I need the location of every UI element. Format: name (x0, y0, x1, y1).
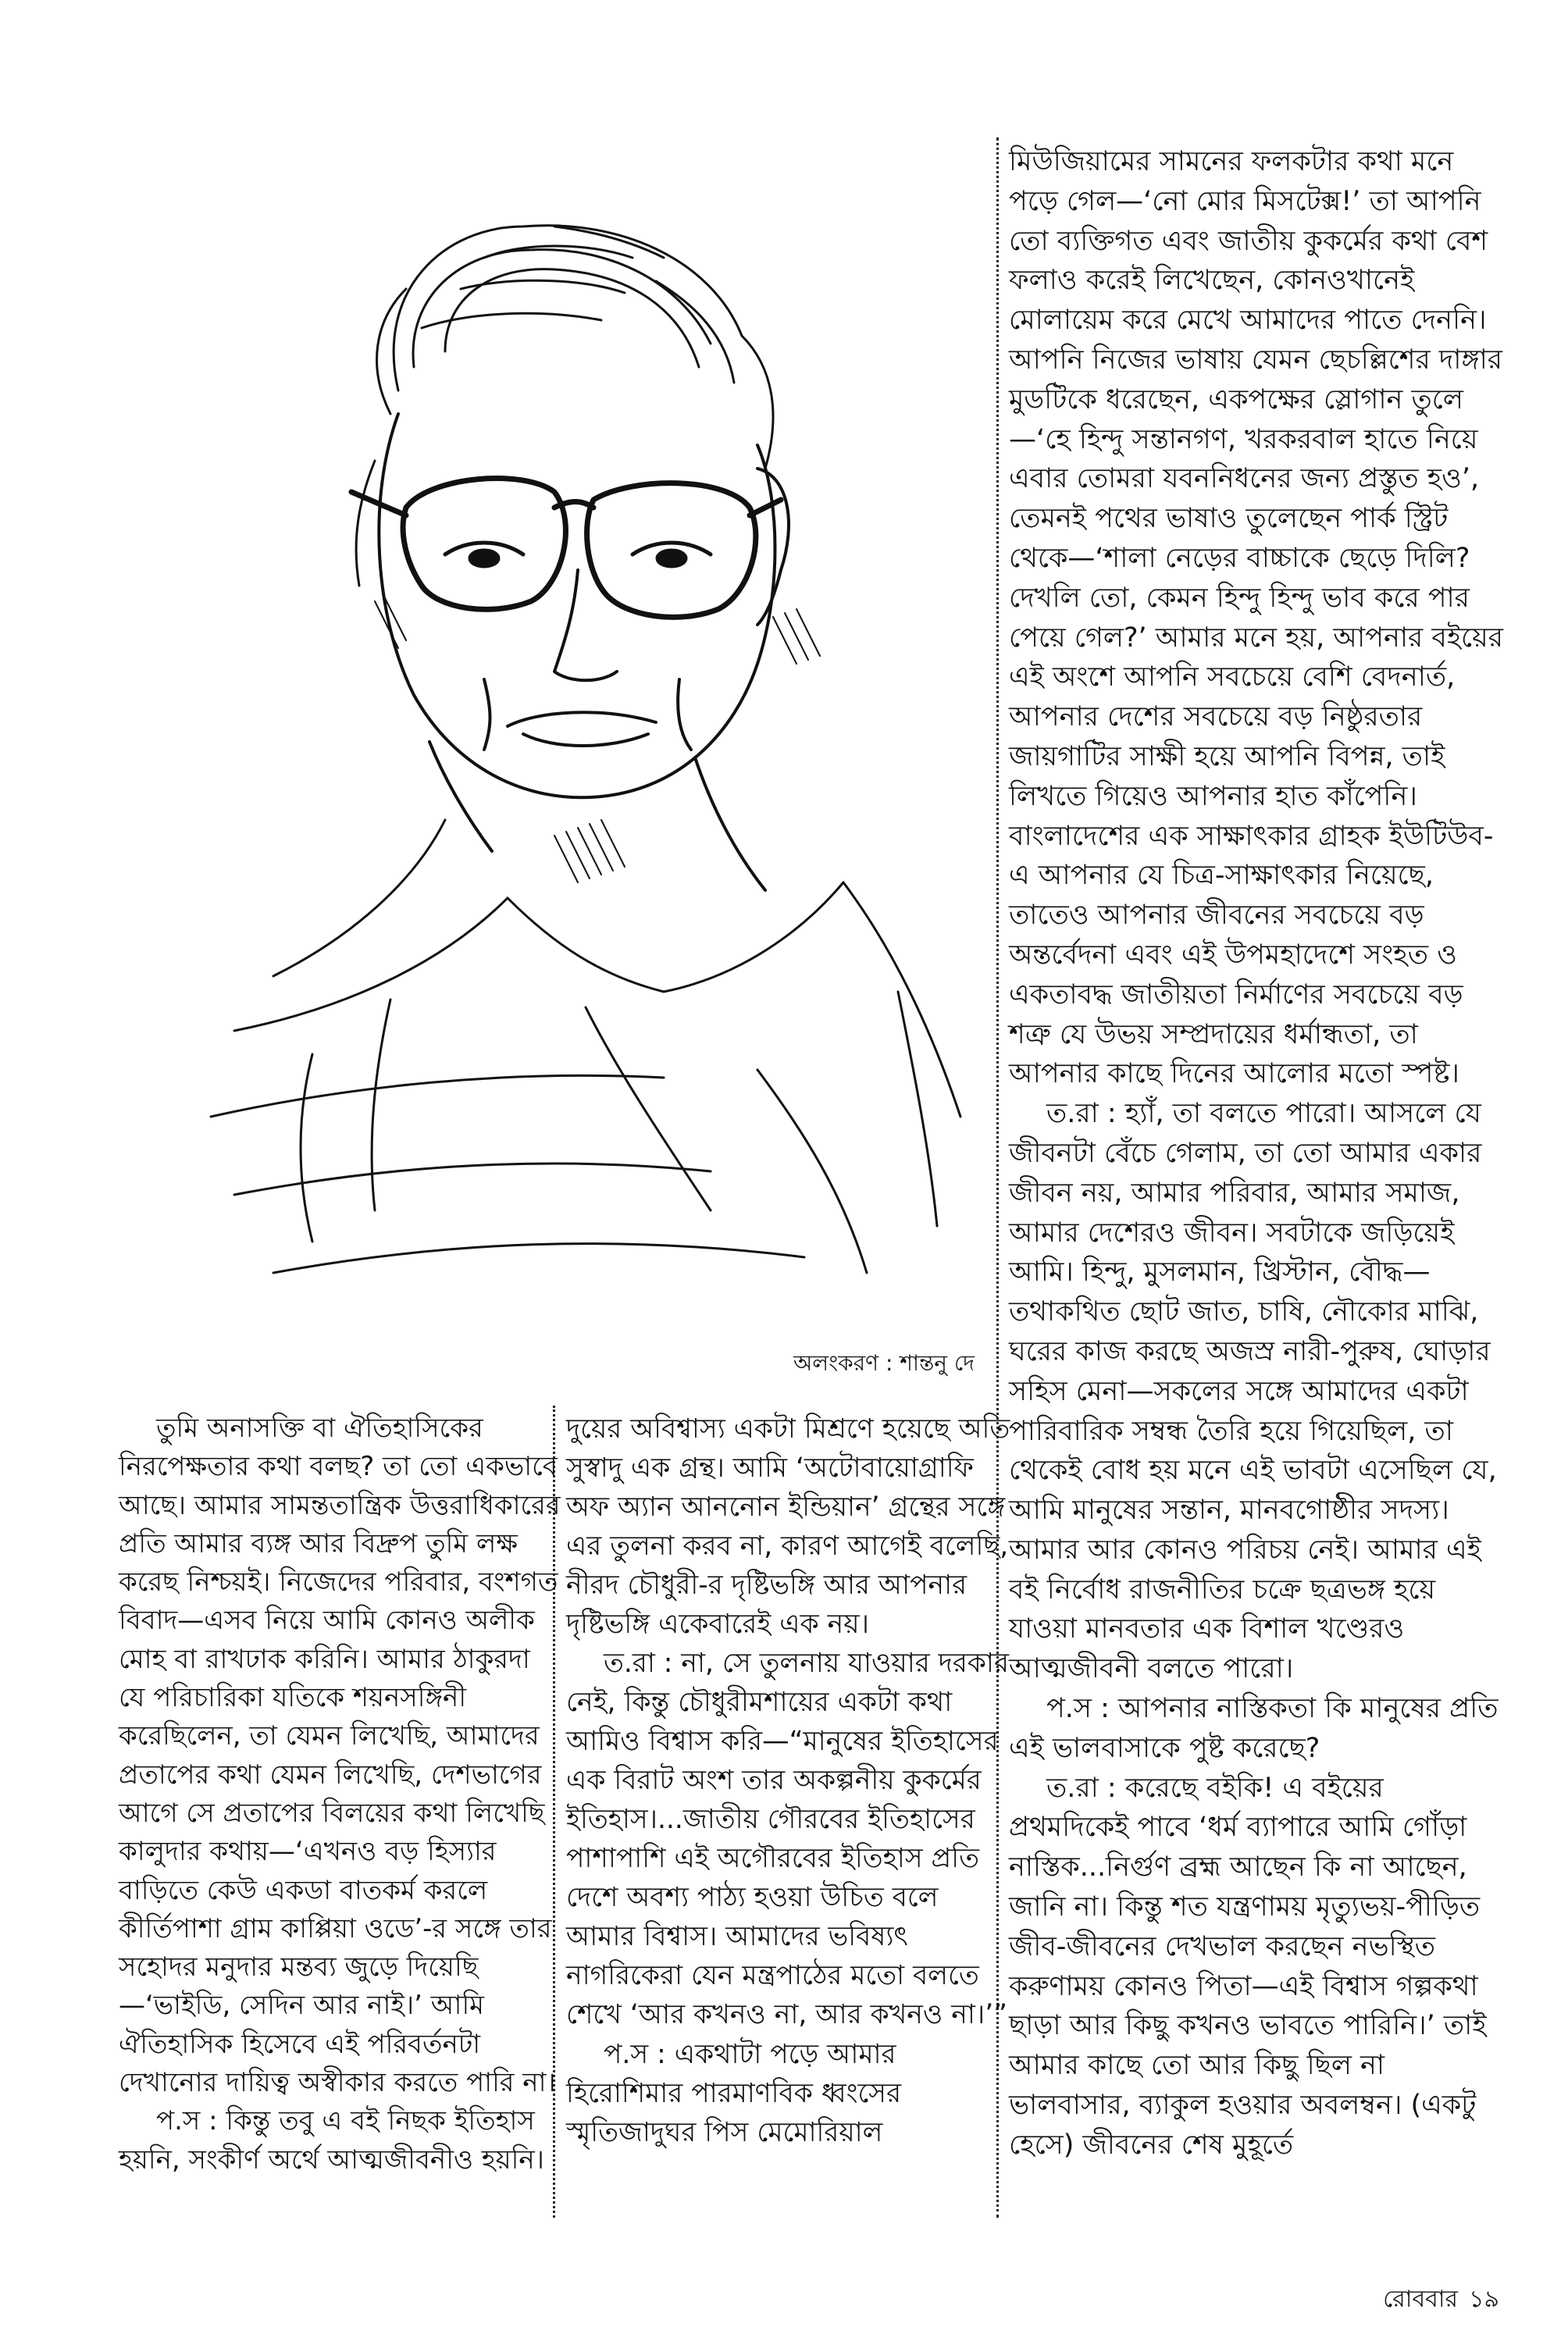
magazine-name: রোববার (1383, 2286, 1459, 2313)
article-column-left (119, 1409, 564, 2179)
eyes (445, 543, 711, 566)
paragraph: প.স : একথাটা পড়ে আমার হিরোশিমার পারমাণবিক ধ্বংসের স্মৃতিজাদুঘর পিস মেমোরিয়াল (566, 2038, 902, 2148)
nose-mouth (484, 570, 691, 750)
page-number: ১৯ (1469, 2286, 1499, 2313)
glasses (351, 479, 781, 618)
paragraph: প.স : আপনার নাস্তিকতা কি মানুষের প্রতি এই ভালবাসাকে পুষ্ট করেছে? (1009, 1693, 1499, 1764)
paragraph: ত.রা : হ্যাঁ, তা বলতে পারো। আসলে যে জীবনটা বেঁচে গেলাম, তা তো আমার একার জীবন নয়, আমার পরিবার, আমার সমাজ, আমার দেশেরও জীবন। সবটাকে জড়িয়েই আমি। হিন্দু, মুসলমান, খ্রিস্টান, বৌদ্ধ—তথাকথিত ছোট জাত, চাষি, নৌকোর মাঝি, ঘরের কাজ করছে অজস্র নারী-পুরুষ, ঘোড়ার সহিস মেনা—সকলের সঙ্গে আমাদের একটা পারিবারিক সম্বন্ধ তৈরি হয়ে গিয়েছিল, তা থেকেই বোধ হয় মনে এই ভাবটা এসেছিল যে, আমি মানুষের সন্তান, মানবগোষ্ঠীর সদস্য। আমার আর কোনও পরিচয় নেই। আমার এই বই নির্বোধ রাজনীতির চক্রে ছত্রভঙ্গ হয়ে যাওয়া মানবতার এক বিশাল খণ্ডেরও আত্মজীবনী বলতে পারো। (1009, 1098, 1497, 1685)
paragraph: তুমি অনাসক্তি বা ঐতিহাসিকের নিরপেক্ষতার কথা বলছ? তা তো একভাবে আছে। আমার সামন্ততান্ত্রিক উত্তরাধিকারের প্রতি আমার ব্যঙ্গ আর বিদ্রুপ তুমি লক্ষ করেছ নিশ্চয়ই। নিজেদের পরিবার, বংশগত বিবাদ—এসব নিয়ে আমি কোনও অলীক মোহ বা রাখঢাক করিনি। আমার ঠাকুরদা যে পরিচারিকা যতিকে শয়নসঙ্গিনী করেছিলেন, তা যেমন লিখেছি, আমাদের প্রতাপের কথা যেমন লিখেছি, দেশভাগের আগে সে প্রতাপের বিলয়ের কথা লিখেছি কালুদার কথায়—‘এখনও বড় হিস্যার বাড়িতে কেউ একডা বাতকর্ম করলে কীর্তিপাশা গ্রাম কাপ্পিয়া ওডে’-র সঙ্গে তার সহোদর মনুদার মন্তব্য জুড়ে দিয়েছি—‘ভাইডি, সেদিন আর নাই।’ আমি ঐতিহাসিক হিসেবে এই পরিবর্তনটা দেখানোর দায়িত্ব অস্বীকার করতে পারি না। (119, 1413, 561, 2099)
garment-strokes (211, 820, 960, 1273)
paragraph: ত.রা : না, সে তুলনায় যাওয়ার দরকার নেই, কিন্তু চৌধুরীমশায়ের একটা কথা আমিও বিশ্বাস করি—“মানুষের ইতিহাসের এক বিরাট অংশ তার অকল্পনীয় কুকর্মের ইতিহাস।...জাতীয় গৌরবের ইতিহাসের পাশাপাশি এই অগৌরবের ইতিহাস প্রতি দেশে অবশ্য পাঠ্য হওয়া উচিত বলে আমার বিশ্বাস। আমাদের ভবিষ্যৎ নাগরিকেরা যেন মন্ত্রপাঠের মতো বলতে শেখে ‘আর কখনও না, আর কখনও না।’” (566, 1648, 1009, 2031)
shading-hatch (375, 593, 820, 882)
paragraph: ত.রা : করেছে বইকি! এ বইয়ের প্রথমদিকেই পাবে ‘ধর্ম ব্যাপারে আমি গোঁড়া নাস্তিক...নির্গুণ ব্রহ্ম আছেন কি না আছেন, জানি না। কিন্তু শত যন্ত্রণাময় মৃত্যুভয়-পীড়িত জীব-জীবনের দেখভাল করছেন নভস্থিত করুণাময় কোনও পিতা—এই বিশ্বাস গল্পকথা ছাড়া আর কিছু কখনও ভাবতে পারিনি।’ তাই আমার কাছে তো আর কিছু ছিল না ভালবাসার, ব্যাকুল হওয়ার অবলম্বন। (একটু হেসে) জীবনের শেষ মুহূর্তে (1009, 1772, 1487, 2161)
article-column-middle (566, 1409, 1011, 2152)
paragraph: প.স : কিন্তু তবু এ বই নিছক ইতিহাস হয়নি, সংকীর্ণ অর্থে আত্মজীবনীও হয়নি। (119, 2105, 544, 2176)
article-column-right (1009, 142, 1509, 2165)
portrait-illustration (117, 133, 992, 1320)
paragraph: দুয়ের অবিশ্বাস্য একটা মিশ্রণে হয়েছে অতি সুস্বাদু এক গ্রন্থ। আমি ‘অটোবায়োগ্রাফি অফ অ্যান আননোন ইন্ডিয়ান’ গ্রন্থের সঙ্গে এর তুলনা করব না, কারণ আগেই বলেছি, নীরদ চৌধুরী-র দৃষ্টিভঙ্গি আর আপনার দৃষ্টিভঙ্গি একেবারেই এক নয়। (566, 1413, 1010, 1641)
illustration-credit: অলংকরণ : শান্তনু দে (793, 1350, 975, 1376)
page-footer (1383, 2280, 1499, 2320)
paragraph: মিউজিয়ামের সামনের ফলকটার কথা মনে পড়ে গেল—‘নো মোর মিসটেক্স!’ তা আপনি তো ব্যক্তিগত এবং জাতীয় কুকর্মের কথা বেশ ফলাও করেই লিখেছেন, কোনওখানেই মোলায়েম করে মেখে আমাদের পাতে দেননি। আপনি নিজের ভাষায় যেমন ছেচল্লিশের দাঙ্গার মুডটিকে ধরেছেন, একপক্ষের স্লোগান তুলে—‘হে হিন্দু সন্তানগণ, খরকরবাল হাতে নিয়ে এবার তোমরা যবননিধনের জন্য প্রস্তুত হও’, তেমনই পথের ভাষাও তুলেছেন পার্ক স্ট্রিট থেকে—‘শালা নেড়ের বাচ্চাকে ছেড়ে দিলি? দেখলি তো, কেমন হিন্দু হিন্দু ভাব করে পার পেয়ে গেল?’ আমার মনে হয়, আপনার বইয়ের এই অংশে আপনি সবচেয়ে বেশি বেদনার্ত, আপনার দেশের সবচেয়ে বড় নিষ্ঠুরতার জায়গাটির সাক্ষী হয়ে আপনি বিপন্ন, তাই লিখতে গিয়েও আপনার হাত কাঁপেনি। বাংলাদেশের এক সাক্ষাৎকার গ্রাহক ইউটিউব-এ আপনার যে চিত্র-সাক্ষাৎকার নিয়েছে, তাতেও আপনার জীবনের সবচেয়ে বড় অন্তর্বেদনা এবং এই উপমহাদেশে সংহত ও একতাবদ্ধ জাতীয়তা নির্মাণের সবচেয়ে বড় শত্রু যে উভয় সম্প্রদায়ের ধর্মান্ধতা, তা আপনার কাছে দিনের আলোর মতো স্পষ্ট। (1009, 146, 1503, 1090)
